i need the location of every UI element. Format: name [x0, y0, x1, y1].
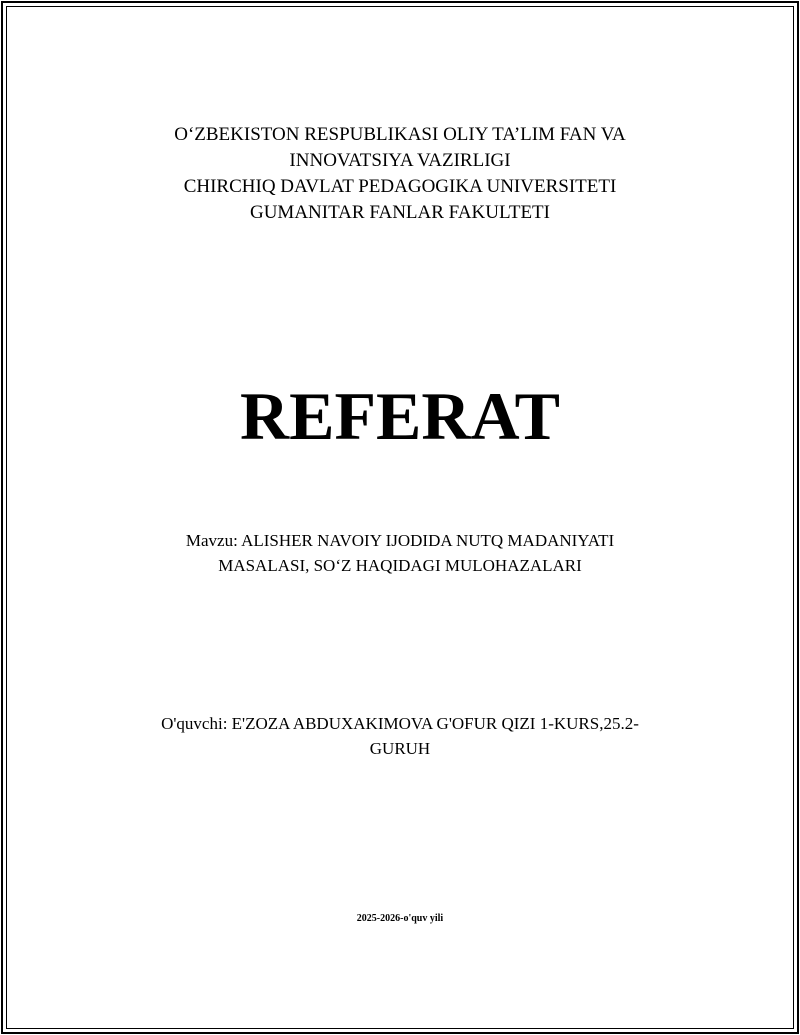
student-line: O'quvchi: E'ZOZA ABDUXAKIMOVA G'OFUR QIZI 1-KURS,25.2- [161, 714, 639, 733]
student-block [0, 711, 800, 761]
academic-year: 2025-2026-o'quv yili [356, 913, 444, 924]
topic-line: Mavzu: ALISHER NAVOIY IJODIDA NUTQ MADANIYATI [185, 531, 615, 550]
header-line: INNOVATSIYA VAZIRLIGI [289, 150, 511, 171]
institution-header [0, 122, 800, 226]
header-line: GUMANITAR FANLAR FAKULTETI [249, 202, 550, 223]
document-title: REFERAT [240, 378, 560, 454]
topic-block [0, 528, 800, 578]
topic-line: MASALASI, SO‘Z HAQIDAGI MULOHAZALARI [218, 556, 582, 575]
header-line: CHIRCHIQ DAVLAT PEDAGOGIKA UNIVERSITETI [183, 176, 617, 197]
header-line: O‘ZBEKISTON RESPUBLIKASI OLIY TA’LIM FAN VA [174, 124, 626, 145]
student-line: GURUH [369, 739, 431, 758]
